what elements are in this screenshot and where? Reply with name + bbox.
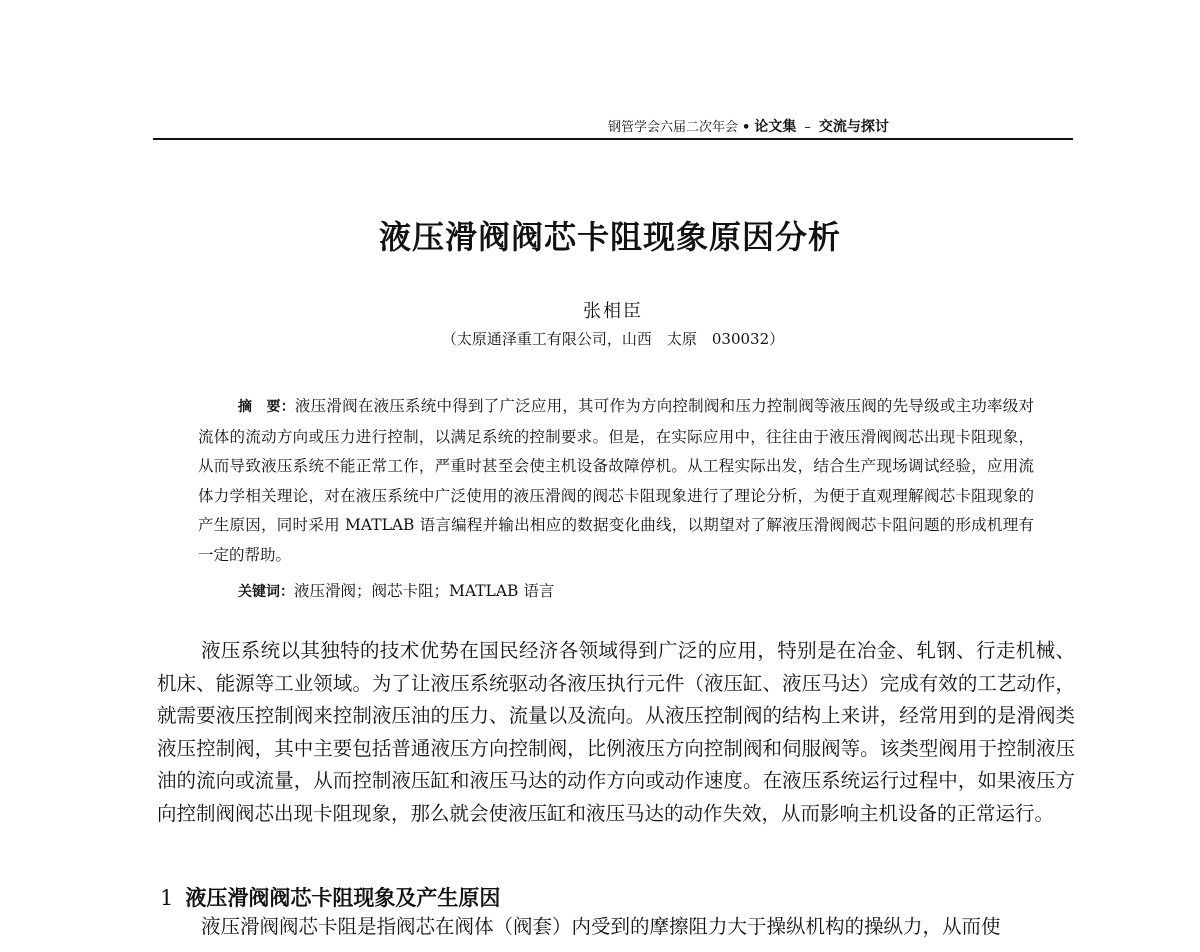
section-1-title: 液压滑阀阀芯卡阻现象及产生原因 [185, 885, 501, 910]
header-separator-dot: • [742, 120, 751, 135]
keywords [238, 577, 554, 608]
abstract [198, 392, 1034, 570]
keywords-label: 关键词： [238, 584, 294, 600]
paper-title: 液压滑阀阀芯卡阻现象原因分析 [378, 218, 841, 256]
section-1-number: 1 [160, 886, 174, 910]
abstract-label: 摘 要： [238, 399, 295, 415]
section-1-heading [160, 882, 500, 912]
header-separator-dash: – [804, 120, 811, 135]
paper-author: 张相臣 [583, 301, 643, 322]
running-header-text [608, 116, 889, 136]
abstract-text: 液压滑阀在液压系统中得到了广泛应用，其可作为方向控制阀和压力控制阀等液压阀的先导级或主功率级对流体的流动方向或压力进行控制，以满足系统的控制要求。但是，在实际应用中，往往由于液压滑阀阀芯出现卡阻现象，从而导致液压系统不能正常工作，严重时甚至会使主机设备故障停机。从工程实际出发，结合生产现场调试经验，应用流体力学相关理论，对在液压系统中广泛使用的液压滑阀的阀芯卡阻现象进行了理论分析，为便于直观理解阀芯卡阻现象的产生原因，同时采用 MATLAB 语言编程并输出相应的数据变化曲线，以期望对了解液压滑阀阀芯卡阻问题的形成机理有一定的帮助。 [198, 397, 1034, 564]
paper-affiliation: （太原通泽重工有限公司，山西 太原 030032） [441, 330, 785, 348]
keywords-text: 液压滑阀；阀芯卡阻；MATLAB 语言 [294, 582, 555, 600]
section-name: 交流与探讨 [818, 119, 889, 135]
conference-name: 钢管学会六届二次年会 [608, 120, 739, 135]
intro-paragraph: 液压系统以其独特的技术优势在国民经济各领域得到广泛的应用，特别是在冶金、轧钢、行走机械、机床、能源等工业领域。为了让液压系统驱动各液压执行元件（液压缸、液压马达）完成有效的工艺动作，就需要液压控制阀来控制液压油的压力、流量以及流向。从液压控制阀的结构上来讲，经常用到的是滑阀类液压控制阀，其中主要包括普通液压方向控制阀，比例液压方向控制阀和伺服阀等。该类型阀用于控制液压油的流向或流量，从而控制液压缸和液压马达的动作方向或动作速度。在液压系统运行过程中，如果液压方向控制阀阀芯出现卡阻现象，那么就会使液压缸和液压马达的动作失效，从而影响主机设备的正常运行。 [157, 639, 1075, 825]
running-header [153, 112, 1073, 140]
collection-name: 论文集 [754, 119, 797, 135]
section-1-paragraph: 液压滑阀阀芯卡阻是指阀芯在阀体（阀套）内受到的摩擦阻力大于操纵机构的操纵力，从而使 [201, 915, 1001, 938]
